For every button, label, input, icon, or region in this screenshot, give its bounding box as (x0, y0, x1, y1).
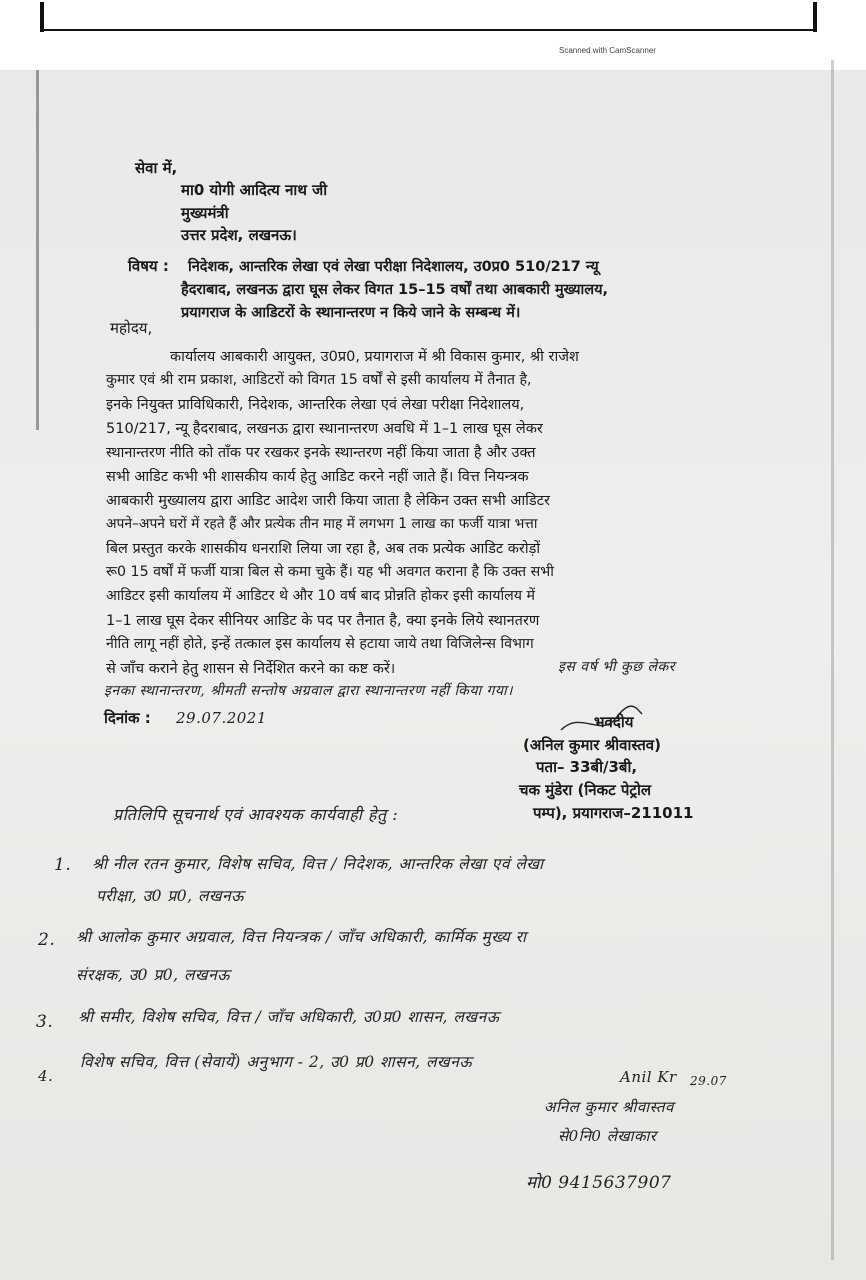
copy-item-line: परीक्षा, उ0 प्र0, लखनऊ (96, 887, 244, 905)
signature-role: से0नि0 लेखाकार (558, 1127, 657, 1145)
copy-item-line: श्री आलोक कुमार अग्रवाल, वित्त नियन्त्रक / जाँच अधिकारी, कार्मिक मुख्य रा (76, 928, 527, 946)
body-line: आडिटर इसी कार्यालय में आडिटर थे और 10 वर्ष बाद प्रोन्नति होकर इसी कार्यालय में (106, 588, 535, 604)
addressee-place: उत्तर प्रदेश, लखनऊ। (181, 226, 297, 244)
signature-date: 29.07 (690, 1074, 727, 1088)
copy-item-line: श्री समीर, विशेष सचिव, वित्त / जाँच अधिकारी, उ0प्र0 शासन, लखनऊ (78, 1008, 500, 1026)
closing: भवदीय (594, 713, 634, 731)
subject-line-2: हैदराबाद, लखनऊ द्वारा घूस लेकर विगत 15–15 वर्षों तथा आबकारी मुख्यालय, (181, 282, 609, 298)
cut-line (40, 29, 815, 31)
subject-line-1: निदेशक, आन्तरिक लेखा एवं लेखा परीक्षा निदेशालय, उ0प्र0 510/217 न्यू (188, 259, 599, 275)
handwritten-note-tail: इस वर्ष भी कुछ लेकर (558, 659, 676, 675)
sender-signature-flourish (556, 700, 646, 740)
body-line: रू0 15 वर्षों में फर्जी यात्रा बिल से कमा चुके हैं। यह भी अवगत कराना है कि उक्त सभी (106, 564, 554, 580)
scanner-top-strip (0, 0, 866, 70)
body-line: नीति लागू नहीं होते, इन्हें तत्काल इस कार्यालय से हटाया जाये तथा विजिलेन्स विभाग (106, 636, 534, 652)
copy-item-number: 4. (38, 1067, 54, 1085)
cut-mark-right (813, 2, 817, 32)
body-line: बिल प्रस्तुत करके शासकीय धनराशि लिया जा रहा है, अब तक प्रत्येक आडिट करोड़ों (106, 541, 541, 557)
sender-name: (अनिल कुमार श्रीवास्तव) (523, 736, 661, 754)
body-line: सभी आडिट कभी भी शासकीय कार्य हेतु आडिट करने नहीं जाते हैं। वित्त नियन्त्रक (106, 469, 529, 485)
body-line: अपने–अपने घरों में रहते हैं और प्रत्येक तीन माह में लगभग 1 लाख का फर्जी यात्रा भत्ता (106, 516, 538, 532)
signature-mark: Anil Kr (620, 1068, 677, 1086)
body-line: इनके नियुक्त प्राविधिकारी, निदेशक, आन्तरिक लेखा एवं लेखा परीक्षा निदेशालय, (106, 397, 525, 413)
addressee-title: मुख्यमंत्री (181, 204, 229, 222)
body-line: 1–1 लाख घूस देकर सीनियर आडिट के पद पर तैनात है, क्या इनके लिये स्थानतरण (106, 613, 540, 629)
copy-item-line: विशेष सचिव, वित्त (सेवायें) अनुभाग - 2, उ0 प्र0 शासन, लखनऊ (80, 1053, 472, 1071)
signature-name: अनिल कुमार श्रीवास्तव (544, 1098, 674, 1116)
copy-item-number: 1. (54, 855, 72, 875)
greeting: महोदय, (110, 319, 153, 337)
subject-line-3: प्रयागराज के आडिटरों के स्थानान्तरण न किये जाने के सम्बन्ध में। (181, 305, 521, 321)
date-label: दिनांक : (104, 709, 151, 727)
body-line: से जाँच कराने हेतु शासन से निर्देशित करने का कष्ट करें। (106, 661, 396, 677)
scanner-label: Scanned with CamScanner (559, 46, 656, 55)
sender-address-3: पम्प), प्रयागराज–211011 (533, 804, 694, 822)
subject-label: विषय : (128, 257, 169, 275)
copy-heading: प्रतिलिपि सूचनार्थ एवं आवश्यक कार्यवाही हेतु : (113, 805, 399, 824)
cut-mark-left (40, 2, 44, 32)
body-line: 510/217, न्यू हैदराबाद, लखनऊ द्वारा स्थानान्तरण अवधि में 1–1 लाख घूस लेकर (106, 421, 543, 437)
copy-item-line: संरक्षक, उ0 प्र0, लखनऊ (76, 966, 230, 984)
signature-mobile: मो0 9415637907 (526, 1173, 672, 1193)
sender-address-2: चक मुंडेरा (निकट पेट्रोल (519, 781, 652, 799)
addressee-name: मा0 योगी आदित्य नाथ जी (181, 181, 328, 199)
page-edge-right (831, 60, 834, 1260)
body-line: कुमार एवं श्री राम प्रकाश, आडिटरों को विगत 15 वर्षों से इसी कार्यालय में तैनात है, (106, 372, 532, 388)
page-edge-left (36, 70, 39, 430)
copy-item-number: 3. (36, 1012, 54, 1032)
copy-item-number: 2. (38, 930, 56, 950)
salutation-to: सेवा में, (135, 159, 178, 177)
body-line: आबकारी मुख्यालय द्वारा आडिट आदेश जारी किया जाता है लेकिन उक्त सभी आडिटर (106, 493, 550, 509)
body-line: कार्यालय आबकारी आयुक्त, उ0प्र0, प्रयागराज में श्री विकास कुमार, श्री राजेश (170, 349, 579, 365)
sender-address-1: पता– 33बी/3बी, (536, 758, 638, 776)
date-value: 29.07.2021 (176, 709, 267, 727)
body-line: स्थानान्तरण नीति को ताँक पर रखकर इनके स्थान्तरण नहीं किया जाता है और उक्त (106, 445, 536, 461)
copy-item-line: श्री नील रतन कुमार, विशेष सचिव, वित्त / निदेशक, आन्तरिक लेखा एवं लेखा (92, 855, 544, 873)
handwritten-note-line: इनका स्थानान्तरण, श्रीमती सन्तोष अग्रवाल द्वारा स्थानान्तरण नहीं किया गया। (104, 683, 513, 699)
